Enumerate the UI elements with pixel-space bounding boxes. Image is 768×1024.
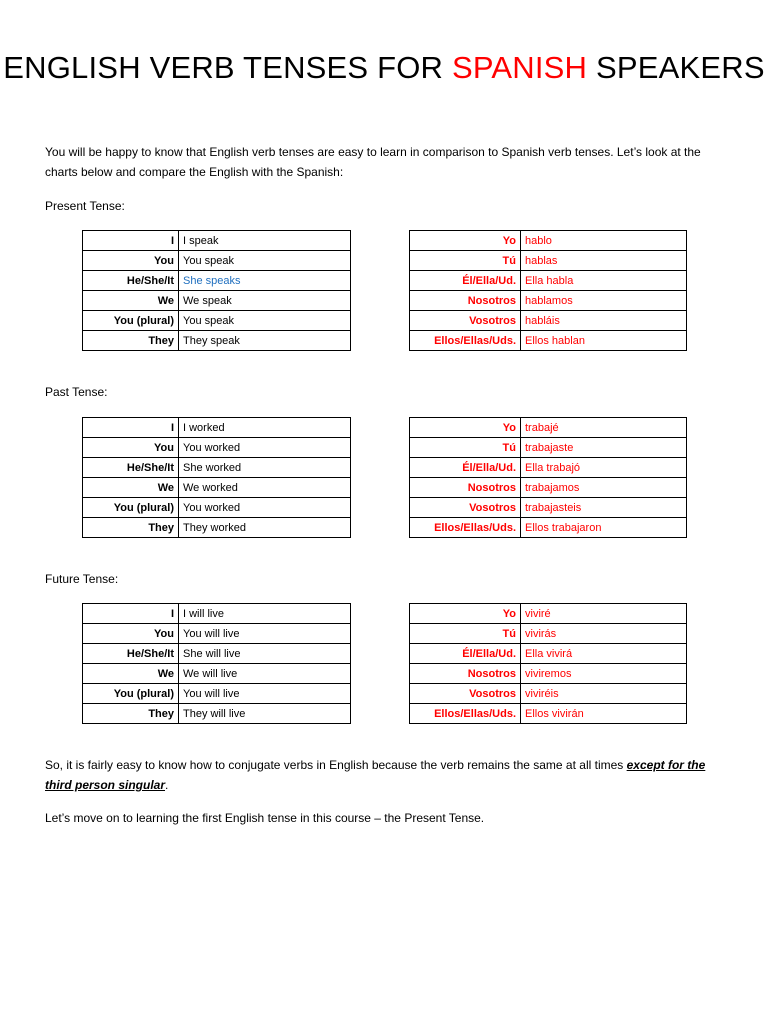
pronoun-cell: Vosotros: [410, 311, 521, 331]
present-english-table: [82, 230, 351, 351]
conjugation-cell: trabajé: [521, 418, 687, 438]
table-row: [410, 458, 687, 478]
past-spanish-table: [409, 417, 687, 538]
summary-text: So, it is fairly easy to know how to conjugate verbs in English because the verb remains the same at all times: [45, 758, 627, 772]
pronoun-cell: I: [83, 418, 179, 438]
conjugation-cell: Ellos hablan: [521, 331, 687, 351]
table-row: [83, 644, 351, 664]
table-row: [410, 418, 687, 438]
table-row: [83, 418, 351, 438]
pronoun-cell: Tú: [410, 624, 521, 644]
table-row: [410, 251, 687, 271]
table-row: [83, 251, 351, 271]
conjugation-cell: She will live: [179, 644, 351, 664]
pronoun-cell: He/She/It: [83, 458, 179, 478]
page-title: [0, 50, 768, 86]
conjugation-cell: viviréis: [521, 684, 687, 704]
conjugation-cell: trabajamos: [521, 478, 687, 498]
conjugation-cell: You speak: [179, 311, 351, 331]
conjugation-cell: hablo: [521, 231, 687, 251]
title-part2: SPEAKERS: [587, 50, 765, 85]
present-spanish-table: [409, 230, 687, 351]
section-label-present: Present Tense:: [45, 199, 125, 213]
conjugation-cell: You worked: [179, 498, 351, 518]
past-english-table: [82, 417, 351, 538]
table-row: [83, 291, 351, 311]
pronoun-cell: You (plural): [83, 684, 179, 704]
conjugation-cell: We worked: [179, 478, 351, 498]
conjugation-cell: They speak: [179, 331, 351, 351]
conjugation-cell: They worked: [179, 518, 351, 538]
conjugation-cell: Ella vivirá: [521, 644, 687, 664]
conjugation-cell: I speak: [179, 231, 351, 251]
conjugation-cell: Ellos vivirán: [521, 704, 687, 724]
pronoun-cell: We: [83, 664, 179, 684]
future-english-table: [82, 603, 351, 724]
table-row: [83, 311, 351, 331]
future-spanish-table: [409, 603, 687, 724]
pronoun-cell: You (plural): [83, 311, 179, 331]
conjugation-cell: hablamos: [521, 291, 687, 311]
intro-paragraph: You will be happy to know that English verb tenses are easy to learn in comparison to Spanish verb tenses. Let’s look at the charts below and compare the English with the Spanish:: [45, 145, 701, 179]
table-row: [83, 458, 351, 478]
closing-paragraph: Let’s move on to learning the first English tense in this course – the Present Tense.: [45, 811, 485, 825]
pronoun-cell: Ellos/Ellas/Uds.: [410, 518, 521, 538]
table-row: [83, 438, 351, 458]
pronoun-cell: Ellos/Ellas/Uds.: [410, 331, 521, 351]
conjugation-cell: She worked: [179, 458, 351, 478]
title-highlight: SPANISH: [451, 50, 588, 85]
table-row: [83, 704, 351, 724]
title-part1: ENGLISH VERB TENSES FOR: [3, 50, 452, 85]
pronoun-cell: You (plural): [83, 498, 179, 518]
table-row: [83, 604, 351, 624]
summary-emphasis: except for the third person singular: [45, 758, 706, 792]
table-row: [83, 624, 351, 644]
conjugation-cell: Ella trabajó: [521, 458, 687, 478]
pronoun-cell: They: [83, 518, 179, 538]
table-row: [410, 311, 687, 331]
pronoun-cell: Él/Ella/Ud.: [410, 271, 521, 291]
table-row: [410, 498, 687, 518]
conjugation-cell: Ellos trabajaron: [521, 518, 687, 538]
table-row: [83, 231, 351, 251]
table-row: [410, 644, 687, 664]
pronoun-cell: They: [83, 331, 179, 351]
pronoun-cell: Yo: [410, 418, 521, 438]
summary-end: .: [165, 778, 169, 792]
pronoun-cell: We: [83, 291, 179, 311]
pronoun-cell: Nosotros: [410, 664, 521, 684]
pronoun-cell: You: [83, 251, 179, 271]
table-row: [410, 271, 687, 291]
pronoun-cell: Él/Ella/Ud.: [410, 644, 521, 664]
conjugation-cell: You will live: [179, 684, 351, 704]
table-row: [410, 684, 687, 704]
conjugation-cell: I worked: [179, 418, 351, 438]
pronoun-cell: I: [83, 604, 179, 624]
pronoun-cell: Nosotros: [410, 291, 521, 311]
table-row: [83, 271, 351, 291]
table-row: [83, 518, 351, 538]
conjugation-cell: She speaks: [179, 271, 351, 291]
section-label-future: Future Tense:: [45, 572, 119, 586]
table-row: [410, 624, 687, 644]
summary-paragraph: [45, 755, 725, 795]
conjugation-cell: They will live: [179, 704, 351, 724]
conjugation-cell: You will live: [179, 624, 351, 644]
table-row: [410, 231, 687, 251]
conjugation-cell: habláis: [521, 311, 687, 331]
conjugation-cell: trabajaste: [521, 438, 687, 458]
table-row: [83, 664, 351, 684]
pronoun-cell: Vosotros: [410, 684, 521, 704]
conjugation-cell: hablas: [521, 251, 687, 271]
table-row: [410, 331, 687, 351]
pronoun-cell: You: [83, 624, 179, 644]
pronoun-cell: We: [83, 478, 179, 498]
conjugation-cell: trabajasteis: [521, 498, 687, 518]
conjugation-cell: viviremos: [521, 664, 687, 684]
conjugation-cell: vivirás: [521, 624, 687, 644]
pronoun-cell: Nosotros: [410, 478, 521, 498]
table-row: [410, 704, 687, 724]
table-row: [410, 478, 687, 498]
pronoun-cell: He/She/It: [83, 644, 179, 664]
pronoun-cell: He/She/It: [83, 271, 179, 291]
pronoun-cell: Él/Ella/Ud.: [410, 458, 521, 478]
pronoun-cell: I: [83, 231, 179, 251]
conjugation-cell: We will live: [179, 664, 351, 684]
pronoun-cell: You: [83, 438, 179, 458]
table-row: [83, 498, 351, 518]
table-row: [410, 604, 687, 624]
conjugation-cell: I will live: [179, 604, 351, 624]
table-row: [83, 331, 351, 351]
table-row: [410, 518, 687, 538]
conjugation-cell: viviré: [521, 604, 687, 624]
pronoun-cell: Tú: [410, 438, 521, 458]
pronoun-cell: Tú: [410, 251, 521, 271]
pronoun-cell: They: [83, 704, 179, 724]
pronoun-cell: Vosotros: [410, 498, 521, 518]
conjugation-cell: We speak: [179, 291, 351, 311]
section-label-past: Past Tense:: [45, 385, 108, 399]
conjugation-cell: You worked: [179, 438, 351, 458]
table-row: [410, 291, 687, 311]
conjugation-cell: You speak: [179, 251, 351, 271]
conjugation-cell: Ella habla: [521, 271, 687, 291]
table-row: [410, 664, 687, 684]
pronoun-cell: Ellos/Ellas/Uds.: [410, 704, 521, 724]
table-row: [83, 684, 351, 704]
table-row: [83, 478, 351, 498]
pronoun-cell: Yo: [410, 604, 521, 624]
table-row: [410, 438, 687, 458]
pronoun-cell: Yo: [410, 231, 521, 251]
